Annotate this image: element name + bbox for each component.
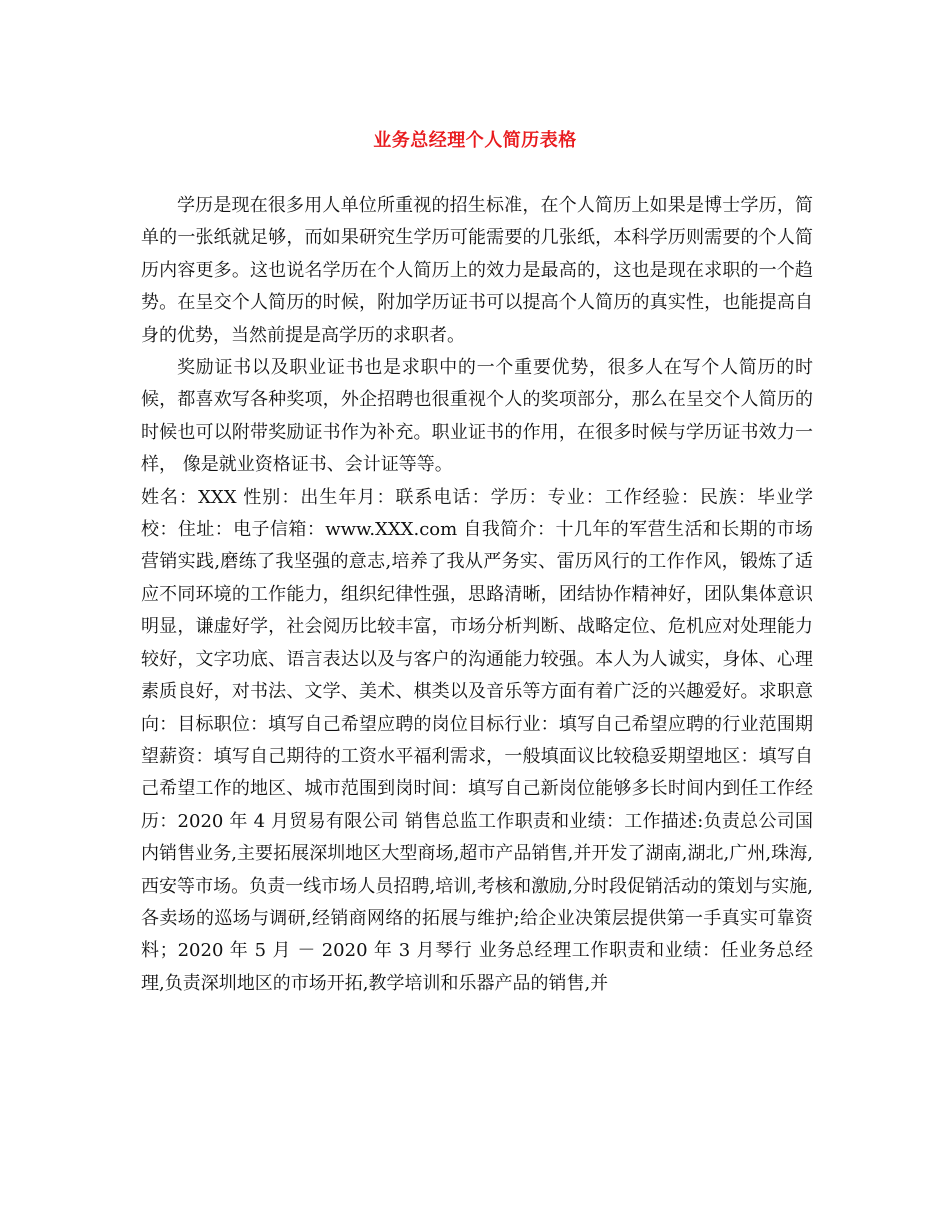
paragraph-education: 学历是现在很多用人单位所重视的招生标准，在个人简历上如果是博士学历，简单的一张纸就足够，而如果研究生学历可能需要的几张纸，本科学历则需要的个人简历内容更多。这也说名学历在个人简历上的效力是最高的，这也是现在求职的一个趋势。在呈交个人简历的时候，附加学历证书可以提高个人简历的真实性，也能提高自身的优势，当然前提是高学历的求职者。 bbox=[141, 195, 813, 346]
paragraph-resume-details: 姓名：XXX 性别：出生年月：联系电话：学历：专业：工作经验：民族：毕业学校：住址：电子信箱：www.XXX.com 自我简介：十几年的军营生活和长期的市场营销实践,磨练了我坚强的意志,培养了我从严务实、雷历风行的工作作风，锻炼了适应不同环境的工作能力，组织纪律性强，思路清晰，团结协作精神好，团队集体意识明显，谦虚好学，社会阅历比较丰富，市场分析判断、战略定位、危机应对处理能力较好，文字功底、语言表达以及与客户的沟通能力较强。本人为人诚实，身体、心理素质良好，对书法、文学、美术、棋类以及音乐等方面有着广泛的兴趣爱好。求职意向：目标职位：填写自己希望应聘的岗位目标行业：填写自己希望应聘的行业范围期望薪资：填写自己期待的工资水平福利需求，一般填面议比较稳妥期望地区：填写自己希望工作的地区、城市范围到岗时间：填写自己新岗位能够多长时间内到任工作经历：2020 年 4 月贸易有限公司 销售总监工作职责和业绩：工作描述:负责总公司国内销售业务,主要拓展深圳地区大型商场,超市产品销售,并开发了湖南,湖北,广州,珠海,西安等市场。负责一线市场人员招聘,培训,考核和激励,分时段促销活动的策划与实施,各卖场的巡场与调研,经销商网络的拓展与维护;给企业决策层提供第一手真实可靠资料；2020 年 5 月 － 2020 年 3 月琴行 业务总经理工作职责和业绩：任业务总经理,负责深圳地区的市场开拓,教学培训和乐器产品的销售,并 bbox=[141, 486, 813, 994]
document-body bbox=[141, 190, 813, 1000]
document-title: 业务总经理个人简历表格 bbox=[373, 130, 577, 151]
paragraph-certificates: 奖励证书以及职业证书也是求职中的一个重要优势，很多人在写个人简历的时候，都喜欢写各种奖项，外企招聘也很重视个人的奖项部分，那么在呈交个人简历的时候也可以附带奖励证书作为补充。职业证书的作用，在很多时候与学历证书效力一样， 像是就业资格证书、会计证等等。 bbox=[141, 357, 813, 476]
